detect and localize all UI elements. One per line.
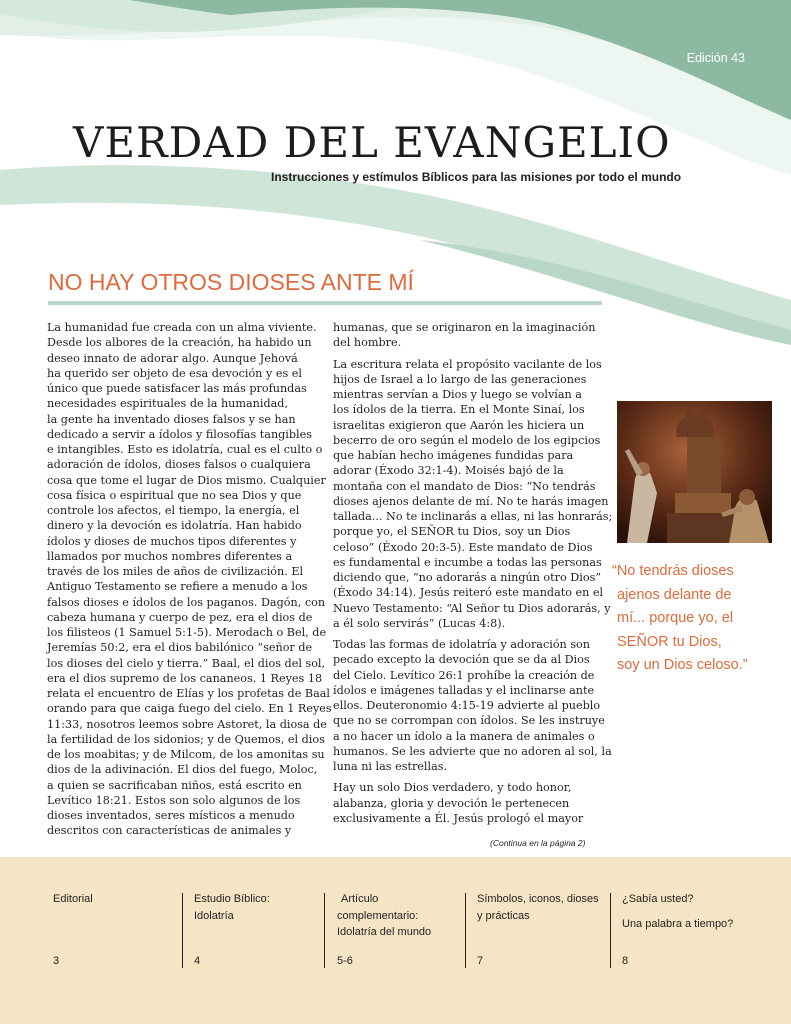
body-line: cosa física o espiritual que no sea Dios y que	[47, 488, 302, 502]
toc-label: Estudio Bíblico:	[194, 893, 270, 905]
body-line: dioses inventados, seres místicos a menudo	[47, 809, 295, 822]
pull-quote-line: mí... porque yo, el	[617, 610, 734, 626]
body-line: llamados por muchos nombres diferentes a	[47, 549, 293, 563]
body-line: ídolos y dioses de muchos tipos diferentes y	[47, 534, 297, 548]
body-line: que habían hecho imágenes fundidas para	[333, 449, 574, 462]
continued-note: (Continua en la página 2)	[490, 838, 586, 848]
body-line: La humanidad fue creada con un alma viviente.	[47, 321, 317, 334]
body-line: Hay un solo Dios verdadero, y todo honor,	[333, 781, 572, 795]
body-line: es fundamental e incumbe a todas las personas	[333, 555, 602, 569]
toc-label: Idolatría	[194, 909, 234, 922]
body-line: a él solo servirás” (Lucas 4:8).	[333, 616, 506, 630]
body-line: Antiguo Testamento se refiere a menudo a los	[47, 580, 308, 594]
body-line: la gente ha inventado dioses falsos y se han	[47, 412, 296, 426]
body-line: La escritura relata el propósito vacilante de los	[333, 357, 602, 371]
body-line: mientras servían a Dios y luego se volvían a	[333, 388, 582, 401]
article-column-2	[333, 320, 612, 826]
toc-divider	[610, 893, 611, 968]
body-line: que no se corrompan con ídolos. Se les instruye	[333, 714, 605, 728]
toc-item-articulo-complementario[interactable]	[337, 891, 431, 941]
body-line: descritos con características de animales y	[47, 824, 292, 838]
toc-page-number: 8	[622, 955, 629, 967]
body-line: del Cielo. Levítico 26:1 prohíbe la creación de	[333, 668, 595, 682]
body-line: humanos. Se les advierte que no adoren al sol, la	[333, 744, 612, 758]
toc-label: Una palabra a tiempo?	[622, 917, 734, 930]
body-line: través de los miles de años de civilización. El	[47, 565, 304, 578]
body-line: los dioses del cielo y tierra.” Baal, el dios del sol,	[47, 656, 326, 670]
body-line: los filisteos (1 Samuel 5:1-5). Merodach o Bel, de	[47, 626, 327, 639]
body-line: humanas, que se originaron en la imaginación	[333, 321, 596, 334]
toc-item-sabia-usted[interactable]	[622, 891, 733, 932]
toc-page-number: 3	[53, 955, 60, 967]
body-line: dinero y la devoción es idolatría. Han habido	[47, 519, 302, 533]
toc-item-simbolos[interactable]	[477, 891, 599, 924]
body-line: a quien se sacrificaban niños, está escrito en	[47, 778, 302, 792]
toc-page-number: 7	[477, 955, 484, 967]
toc-page-number: 5-6	[337, 955, 353, 967]
body-line: ídolos e imágenes talladas y el inclinarse ante	[333, 683, 595, 697]
body-line: dios de la adivinación. El dios del fuego, Moloc,	[47, 763, 318, 777]
body-line: celoso” (Éxodo 20:3-5). Este mandato de Dios	[333, 540, 593, 554]
body-line: e intangibles. Esto es idolatría, cual es el culto o	[47, 443, 323, 456]
toc-page-number: 4	[194, 955, 201, 967]
body-line: becerro de oro según el modelo de los egipcios	[333, 433, 601, 447]
pull-quote-line: SEÑOR tu Dios,	[617, 633, 722, 650]
body-line: diciendo que, “no adorarás a ningún otro Dios”	[333, 571, 602, 584]
body-line: deseo innato de adorar algo. Aunque Jehová	[47, 351, 298, 365]
body-line: único que puede satisfacer las más profundas	[47, 382, 307, 395]
toc-label: Idolatría del mundo	[337, 926, 432, 938]
masthead-title: VERDAD DEL EVANGELIO	[73, 118, 671, 167]
toc-label: Artículo	[341, 893, 379, 905]
body-line: adoración de ídolos, dioses falsos o cualquiera	[47, 458, 311, 472]
toc-label: Símbolos, iconos, dioses	[477, 893, 599, 905]
body-line: a no hacer un ídolo a la manera de animales o	[333, 729, 595, 743]
body-line: adorar (Éxodo 32:1-4). Moisés bajó de la	[333, 464, 564, 478]
article-column-1	[47, 320, 332, 839]
body-line: era el dios supremo de los cananeos. 1 Reyes 18	[47, 671, 323, 685]
body-line: orando para que caiga fuego del cielo. En 1 Reyes	[47, 702, 332, 716]
pull-quote-line: “No tendrás dioses	[612, 563, 734, 579]
pull-quote-line: ajenos delante de	[617, 586, 732, 603]
body-line: Nuevo Testamento: “Al Señor tu Dios adorarás, y	[333, 601, 611, 615]
body-line: hijos de Israel a lo largo de las generaciones	[333, 372, 587, 386]
body-line: pecado excepto la devoción que se da al Dios	[333, 653, 590, 667]
body-line: israelitas exigieron que Aarón les hiciera un	[333, 418, 585, 432]
toc-label: ¿Sabía usted?	[622, 893, 694, 905]
body-line: alabanza, gloria y devoción le pertenecen	[333, 796, 570, 810]
body-line: dioses ajenos delante de mí. No te harás imagen	[333, 494, 609, 508]
body-line: del hombre.	[333, 336, 402, 350]
body-line: Todas las formas de idolatría y adoración son	[333, 638, 590, 651]
body-line: cosa que tome el lugar de Dios mismo. Cualquier	[47, 473, 326, 487]
pull-quote-line: soy un Dios celoso.”	[617, 657, 748, 673]
body-line: necesidades espirituales de la humanidad,	[47, 397, 289, 411]
body-line: exclusivamente a Él. Jesús prologó el mayor	[333, 811, 584, 825]
article-title: NO HAY OTROS DIOSES ANTE MÍ	[48, 269, 414, 295]
body-line: luna ni las estrellas.	[333, 760, 448, 773]
edition-number: Edición 43	[686, 51, 745, 65]
body-line: montaña con el mandato de Dios: “No tendrás	[333, 479, 596, 493]
toc-label: Editorial	[53, 893, 93, 905]
body-line: (Éxodo 34:14). Jesús reiteró este mandato en el	[333, 586, 604, 600]
toc-item-estudio-biblico[interactable]	[194, 891, 270, 924]
toc-item-editorial[interactable]	[53, 891, 93, 908]
toc-divider	[182, 893, 183, 968]
toc-divider	[324, 893, 325, 968]
body-line: relata el encuentro de Elías y los profetas de Baal	[47, 687, 331, 700]
body-line: Levítico 18:21. Estos son solo algunos de los	[47, 793, 301, 807]
body-line: controle los afectos, el tiempo, la energía, el	[47, 504, 300, 517]
body-line: Jeremías 50:2, era el dios babilónico “señor de	[47, 641, 313, 655]
body-line: falsos dioses e ídolos de los paganos. Dagón, con	[47, 595, 326, 609]
pull-quote	[612, 560, 748, 678]
toc-divider	[465, 893, 466, 968]
table-of-contents	[0, 857, 791, 1024]
body-line: cabeza humana y cuerpo de pez, era el dios de	[47, 610, 313, 624]
toc-label: complementario:	[337, 909, 419, 922]
body-line: la fertilidad de los sidonios; y de Quemos, el dios	[47, 732, 325, 746]
body-line: porque yo, el SEÑOR tu Dios, soy un Dios	[333, 525, 571, 539]
body-line: los ídolos de la tierra. En el Monte Sinaí, los	[333, 403, 585, 417]
body-line: dedicado a servir a ídolos y filosofías tangibles	[47, 427, 312, 441]
toc-label: y prácticas	[477, 909, 530, 922]
body-line: de los moabitas; y de Milcom, de los amonitas su	[47, 748, 325, 761]
masthead-tagline: Instrucciones y estímulos Bíblicos para las misiones por todo el mundo	[271, 170, 682, 184]
body-line: Desde los albores de la creación, ha habido un	[47, 336, 312, 350]
body-line: tallada... No te inclinarás a ellas, ni las honrarás;	[333, 510, 613, 523]
body-line: ha querido ser objeto de esa devoción y es el	[47, 366, 302, 380]
body-line: ellos. Deuteronomio 4:15-19 advierte al pueblo	[333, 699, 601, 712]
golden-calf-illustration	[617, 401, 772, 543]
title-underline	[48, 301, 602, 305]
toc-label	[622, 908, 733, 916]
body-line: 11:33, nosotros leemos sobre Astoret, la diosa de	[47, 717, 327, 731]
